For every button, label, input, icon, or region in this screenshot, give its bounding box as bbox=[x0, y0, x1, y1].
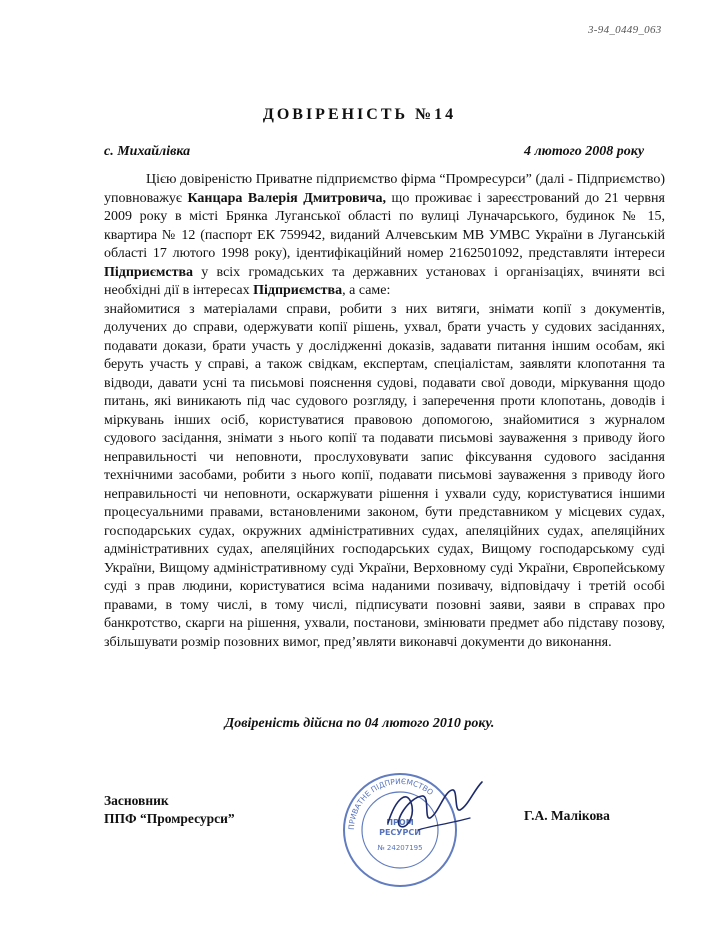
document-place: с. Михайлівка bbox=[104, 144, 191, 159]
seal-center-line2: РЕСУРСИ bbox=[379, 828, 421, 837]
document-id: 3-94_0449_063 bbox=[588, 24, 662, 36]
document-date: 4 лютого 2008 року bbox=[524, 144, 645, 159]
handwritten-signature bbox=[378, 768, 488, 858]
entity-name: Підприємства bbox=[253, 283, 343, 298]
document-body bbox=[104, 171, 665, 652]
seal-code: № 24207195 bbox=[377, 844, 423, 852]
founder-company: ППФ “Промресурси” bbox=[104, 811, 235, 826]
founder-block bbox=[104, 792, 235, 828]
text-segment: , а саме: bbox=[342, 283, 391, 298]
text-segment: у всіх громадських та державних установах і організаціях, вчиняти всі необхідні дії в інтересах bbox=[104, 264, 665, 298]
text-segment: Цією довіреністю Приватне підприємство фірма “Промресурси” (далі - Підприємство) уповноважує bbox=[104, 172, 665, 206]
paragraph-powers: знайомитися з матеріалами справи, робити з них витяги, знімати копії з документів, долучених до справи, одержувати копії рішень, ухвал, брати участь у судових засіданнях, подавати докази, брати участь у дослідженні доказів, задавати питання іншим особам, які беруть участь у справі, а також свідкам, експертам, спеціалістам, заявляти клопотання та відводи, давати усні та письмові пояснення судові, подавати свої доводи, міркування щодо питань, які виникають під час судового розгляду, і заперечення проти клопотань, доводів і міркувань інших осіб, користуватися правовою допомогою, знайомитися з журналом судового засідання, знімати з нього копії та подавати письмові зауваження з приводу його неправильності чи неповноти, прослуховувати запис фіксування судового засідання технічними засобами, робити з нього копії, подавати письмові зауваження з приводу його неправильності чи неповноти, оскаржувати рішення і ухвали суду, користуватися іншими процесуальними правами, встановленими законом, бути представником у місцевих судах, господарських судах, окружних адміністративних судах, апеляційних судах, апеляційних адміністративних судах, апеляційних господарських судах, Вищому господарському суді України, Вищому адміністративному суді України, Верховному суді України, Європейському суді з прав людини, користуватися всіма наданими позивачу, відповідачу і третій особі правами, в тому числі, в тому числі, підписувати позовні заяви, заяви в справах про банкротство, скарги на рішення, ухвали, постанови, змінювати предмет або підставу позову, збільшувати розмір позовних вимог, пред’являти виконавчі документи до виконання. bbox=[104, 301, 665, 650]
document-title: ДОВІРЕНІСТЬ №14 bbox=[262, 106, 457, 123]
seal-ring-text: ПРИВАТНЕ ПІДПРИЄМСТВО bbox=[346, 776, 435, 831]
validity-statement: Довіреність дійсна по 04 лютого 2010 року. bbox=[224, 716, 495, 731]
representative-name: Канцара Валерія Дмитровича, bbox=[187, 190, 386, 206]
signer-name: Г.А. Малікова bbox=[524, 808, 610, 823]
founder-title: Засновник bbox=[104, 793, 169, 808]
text-segment: що проживає і зареєстрований до 21 червня 2009 року в місті Брянка Луганської області по вулиці Луначарського, будинок № 15, квартира № 12 (паспорт ЕК 759942, виданий Алчевським МВ УМВС України в Луганській області 17 лютого 1998 року), ідентифікаційний номер 2162501092, представляти інтереси bbox=[104, 190, 665, 261]
paragraph-authorization bbox=[104, 171, 665, 301]
entity-name: Підприємства bbox=[104, 264, 194, 280]
seal-center-line1: ПРОМ bbox=[386, 818, 414, 827]
